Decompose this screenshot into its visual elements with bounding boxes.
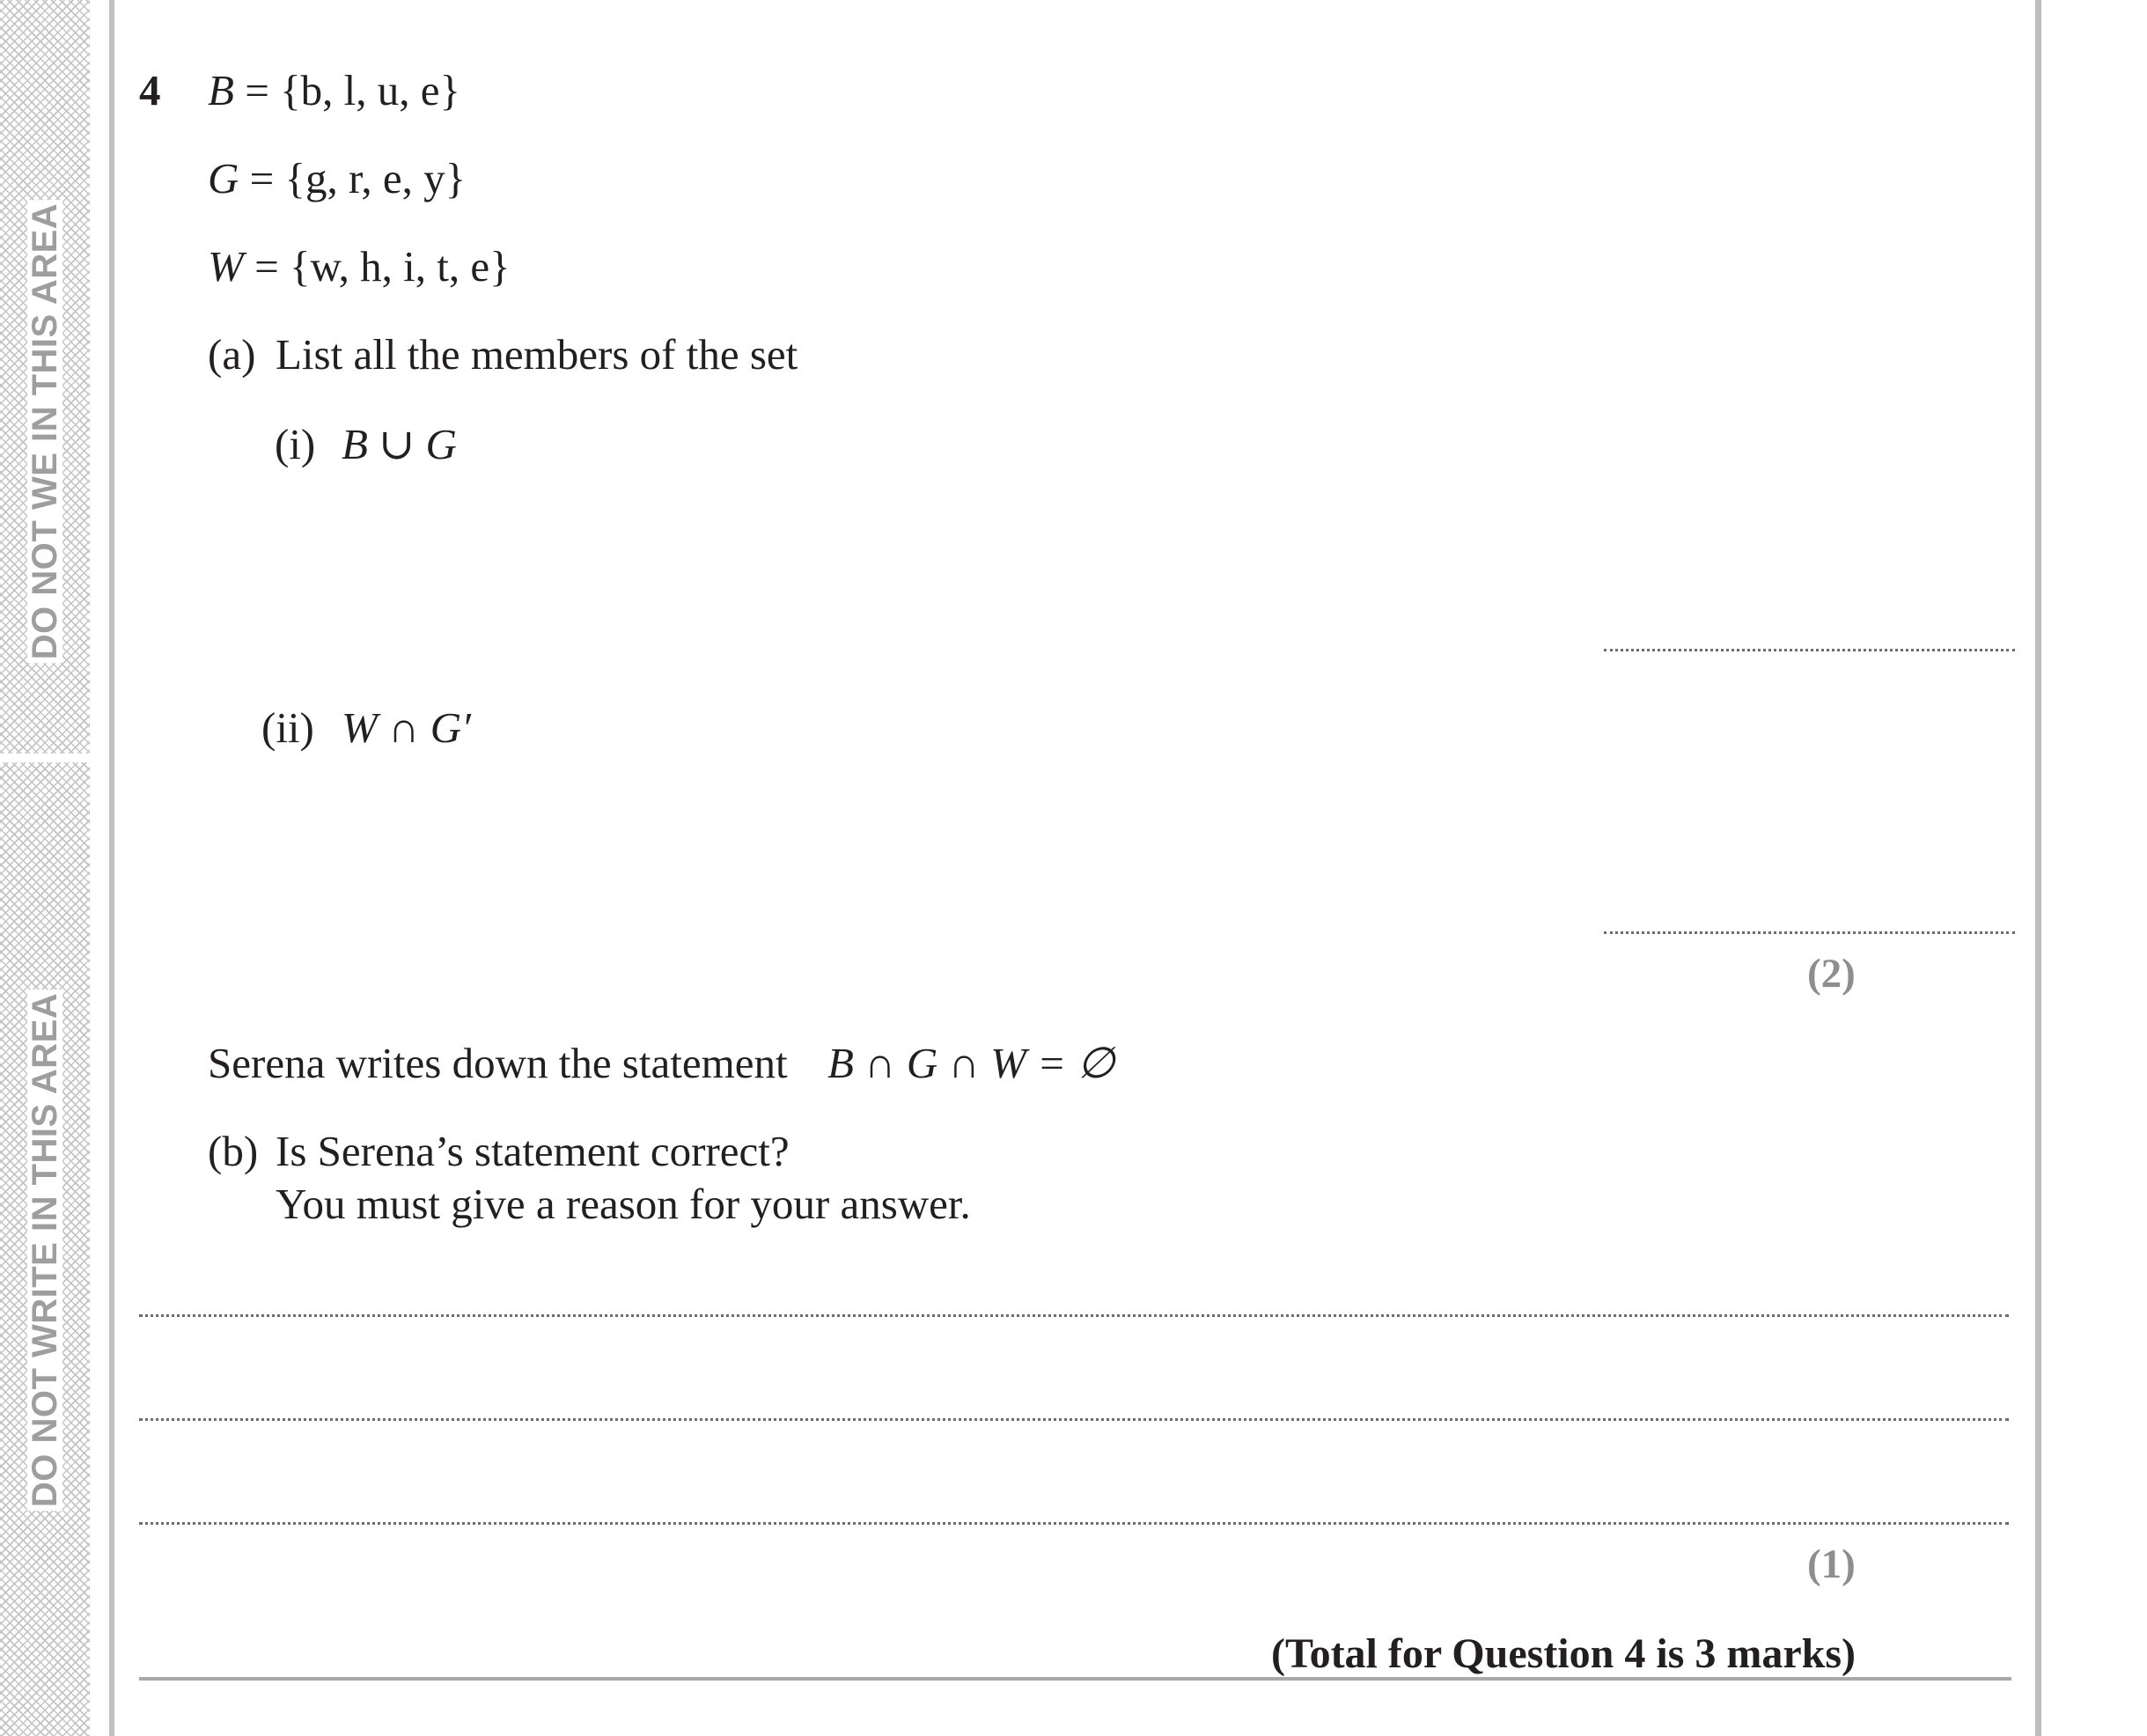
statement-expression: B ∩ G ∩ W = ∅ (827, 1039, 1115, 1087)
answer-line-a-i[interactable] (1604, 649, 2015, 651)
part-a-ii-label: (ii) (261, 703, 314, 752)
part-a-i-expression: B ∪ G (342, 420, 457, 468)
part-a-marks: (2) (1807, 951, 1856, 997)
page-right-border (2035, 0, 2041, 1736)
set-g-name: G (208, 154, 239, 202)
set-g-members: = {g, r, e, y} (239, 154, 467, 202)
set-b-definition (208, 66, 460, 114)
question-end-rule (139, 1677, 2011, 1681)
answer-line-b-1[interactable] (139, 1314, 2009, 1317)
page-left-border (90, 0, 111, 1736)
part-a-ii-expression: W ∩ G′ (342, 703, 471, 752)
part-b-instruction: You must give a reason for your answer. (276, 1180, 971, 1228)
part-a-label: (a) (208, 330, 256, 379)
part-b-label: (b) (208, 1127, 259, 1175)
statement-text: Serena writes down the statement (208, 1039, 788, 1087)
set-w-definition (208, 242, 511, 291)
part-a-text: List all the members of the set (276, 330, 798, 379)
set-g-definition (208, 154, 467, 202)
question-total: (Total for Question 4 is 3 marks) (1270, 1630, 1856, 1677)
set-w-name: W (208, 242, 244, 291)
question-number: 4 (139, 66, 161, 114)
margin-divider (0, 754, 90, 762)
set-b-name: B (208, 66, 234, 114)
answer-line-a-ii[interactable] (1604, 931, 2015, 934)
answer-line-b-2[interactable] (139, 1418, 2009, 1421)
part-b-marks: (1) (1807, 1541, 1856, 1587)
set-b-members: = {b, l, u, e} (233, 66, 460, 114)
part-b-question: Is Serena’s statement correct? (276, 1127, 790, 1175)
part-a-i-label: (i) (275, 420, 316, 468)
set-w-members: = {w, h, i, t, e} (243, 242, 511, 291)
answer-line-b-3[interactable] (139, 1522, 2009, 1525)
